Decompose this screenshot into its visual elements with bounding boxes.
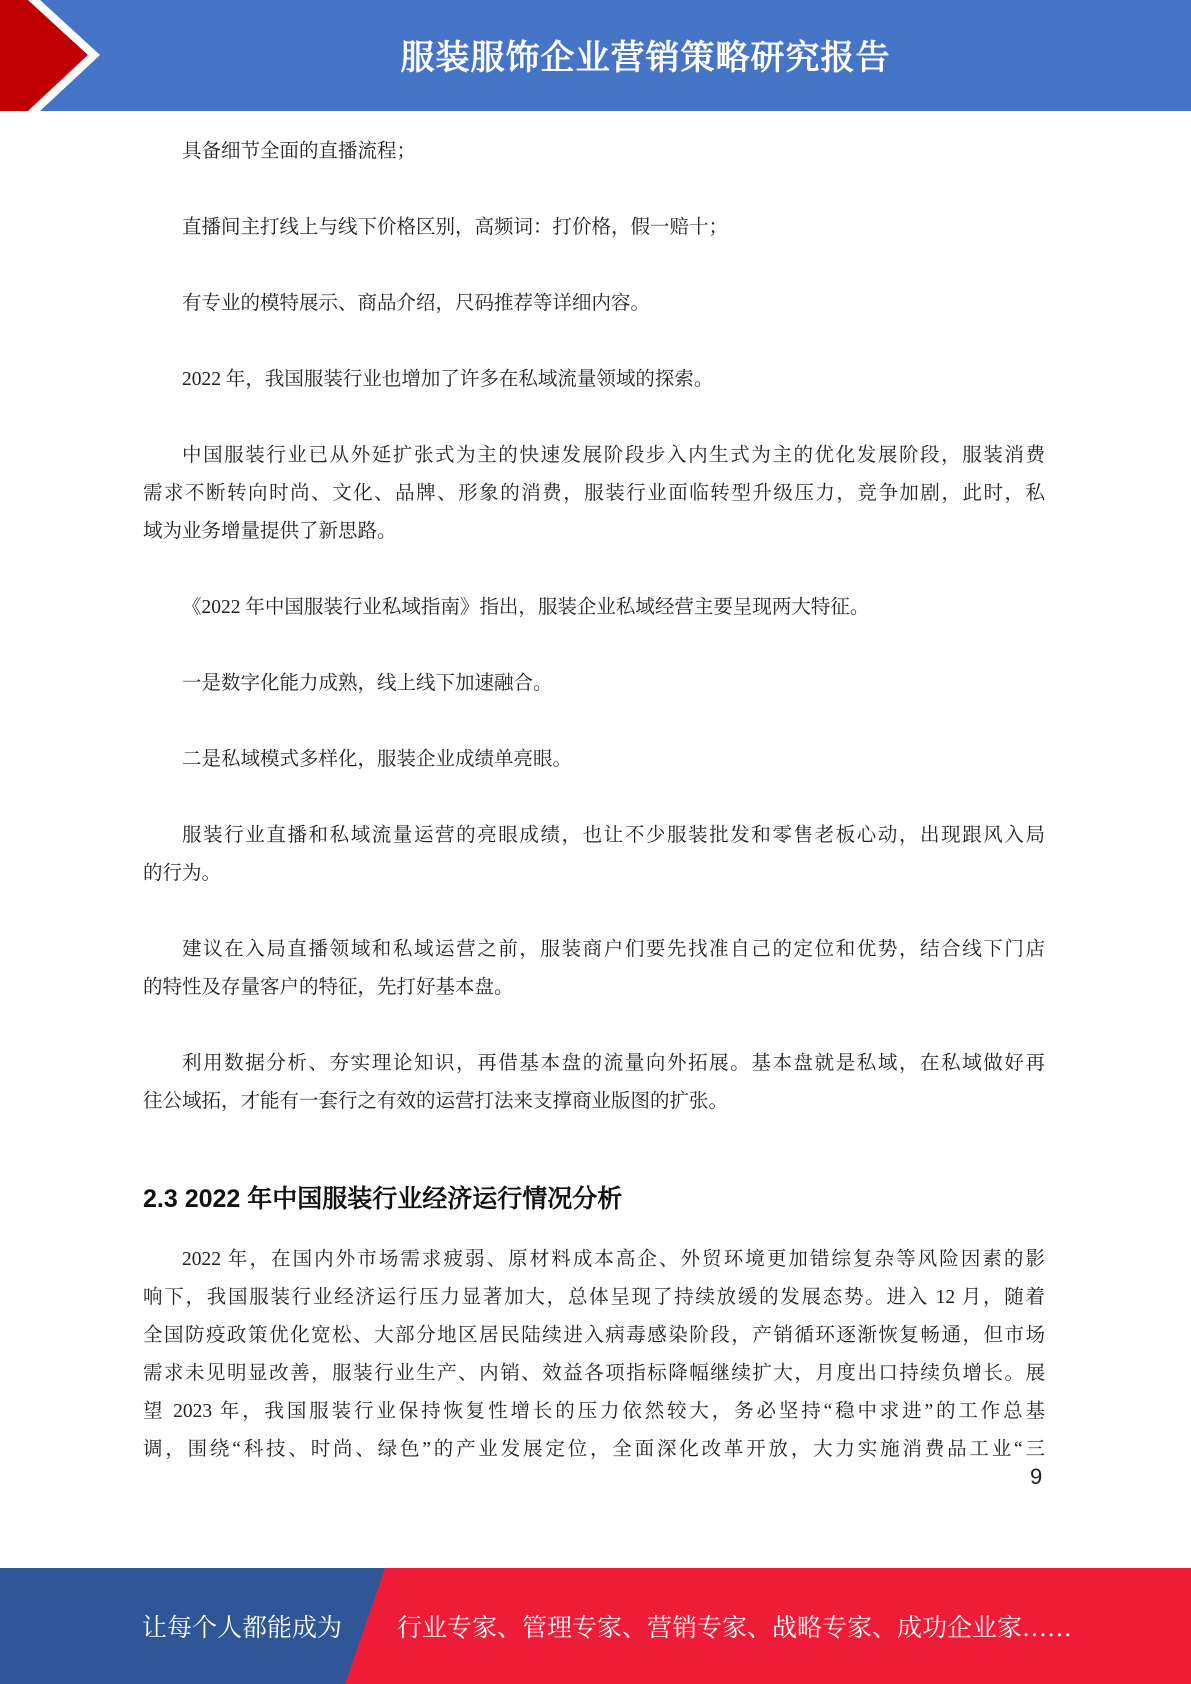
- paragraph-line: 一是数字化能力成熟，线上线下加速融合。: [182, 673, 553, 694]
- paragraph: [143, 437, 1045, 551]
- paragraph-line: 调，围绕“科技、时尚、绿色”的产业发展定位，全面深化改革开放，大力实施消费品工业“三: [143, 1439, 1045, 1460]
- paragraph-line: 需求未见明显改善，服装行业生产、内销、效益各项指标降幅继续扩大，月度出口持续负增长。展: [143, 1363, 1045, 1384]
- paragraph-line: 的行为。: [143, 863, 222, 884]
- paragraph-line: 直播间主打线上与线下价格区别，高频词：打价格，假一赔十；: [182, 217, 729, 238]
- paragraph-line: 利用数据分析、夯实理论知识，再借基本盘的流量向外拓展。基本盘就是私域，在私域做好再: [182, 1053, 1045, 1074]
- page-header: [0, 0, 1191, 111]
- paragraph: [143, 133, 1045, 171]
- document-body: [143, 133, 1045, 1507]
- paragraph-line: 建议在入局直播领域和私域运营之前，服装商户们要先找准自己的定位和优势，结合线下门店: [182, 939, 1045, 960]
- paragraph: [143, 285, 1045, 323]
- paragraph: [143, 931, 1045, 1007]
- paragraph-line: 需求不断转向时尚、文化、品牌、形象的消费，服装行业面临转型升级压力，竞争加剧，此时，私: [143, 483, 1045, 504]
- paragraph-line: 望 2023 年，我国服装行业保持恢复性增长的压力依然较大，务必坚持“稳中求进”的工作总基: [143, 1401, 1045, 1422]
- footer-slogan-right: 行业专家、管理专家、营销专家、战略专家、成功企业家……: [397, 1615, 1073, 1642]
- paragraph-line: 中国服装行业已从外延扩张式为主的快速发展阶段步入内生式为主的优化发展阶段，服装消费: [182, 445, 1045, 466]
- page-number: 9: [1030, 1464, 1043, 1489]
- document-title: 服装服饰企业营销策略研究报告: [400, 39, 891, 77]
- paragraph: [143, 741, 1045, 779]
- paragraph: [143, 817, 1045, 893]
- paragraph: [143, 665, 1045, 703]
- paragraph-line: 服装行业直播和私域流量运营的亮眼成绩，也让不少服装批发和零售老板心动，出现跟风入局: [182, 825, 1045, 846]
- paragraph-line: 具备细节全面的直播流程；: [182, 141, 417, 162]
- footer-slogan-left: 让每个人都能成为: [142, 1615, 343, 1642]
- paragraph-line: 《2022 年中国服装行业私域指南》指出，服装企业私域经营主要呈现两大特征。: [182, 597, 870, 618]
- paragraph: [143, 209, 1045, 247]
- paragraph-line: 有专业的模特展示、商品介绍，尺码推荐等详细内容。: [182, 293, 651, 314]
- paragraph: [143, 1241, 1045, 1469]
- paragraph: [143, 361, 1045, 399]
- section-heading: 2.3 2022 年中国服装行业经济运行情况分析: [143, 1185, 623, 1213]
- paragraph-line: 2022 年，我国服装行业也增加了许多在私域流量领域的探索。: [182, 369, 714, 390]
- paragraph-line: 2022 年，在国内外市场需求疲弱、原材料成本高企、外贸环境更加错综复杂等风险因素的影: [182, 1249, 1045, 1270]
- paragraph-line: 往公域拓，才能有一套行之有效的运营打法来支撑商业版图的扩张。: [143, 1091, 729, 1112]
- paragraph-line: 二是私域模式多样化，服装企业成绩单亮眼。: [182, 749, 573, 770]
- page-footer: [0, 1568, 1191, 1684]
- paragraph-line: 全国防疫政策优化宽松、大部分地区居民陆续进入病毒感染阶段，产销循环逐渐恢复畅通，但市场: [143, 1325, 1045, 1346]
- paragraph-line: 的特性及存量客户的特征，先打好基本盘。: [143, 977, 514, 998]
- paragraph: [143, 1045, 1045, 1121]
- paragraph: [143, 589, 1045, 627]
- paragraph-line: 响下，我国服装行业经济运行压力显著加大，总体呈现了持续放缓的发展态势。进入 12 月，随着: [143, 1287, 1045, 1308]
- paragraph-line: 域为业务增量提供了新思路。: [143, 521, 397, 542]
